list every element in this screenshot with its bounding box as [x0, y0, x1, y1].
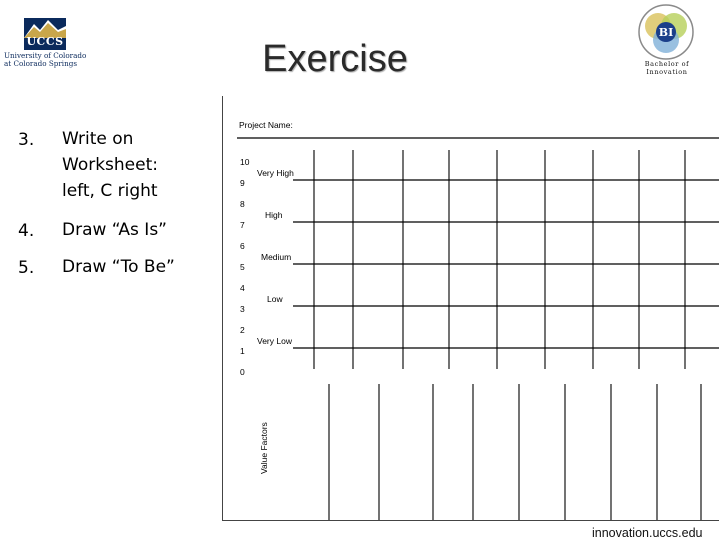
uccs-name-line1: University of Colorado: [4, 51, 87, 60]
scale-number: 9: [240, 178, 245, 188]
bullet-line: left, C right: [62, 181, 158, 201]
scale-number: 7: [240, 220, 245, 230]
worksheet: [222, 96, 719, 521]
bullet-text-4: [62, 217, 167, 243]
slide-title: Exercise: [262, 38, 408, 80]
bullet-number-3: 3.: [18, 130, 35, 150]
uccs-logo-badge: [24, 18, 66, 50]
scale-number: 2: [240, 325, 245, 335]
scale-number: 4: [240, 283, 245, 293]
scale-number: 6: [240, 241, 245, 251]
bi-caption: [622, 60, 712, 76]
scale-number: 3: [240, 304, 245, 314]
worksheet-grid: [223, 96, 719, 520]
uccs-name: [4, 52, 108, 68]
scale-word: Very High: [257, 168, 294, 178]
scale-number: 1: [240, 346, 245, 356]
value-factors-label: Value Factors: [259, 422, 269, 474]
bullet-line: Write on: [62, 129, 134, 149]
bullet-number-5: 5.: [18, 258, 35, 278]
uccs-badge-text: UCCS: [26, 35, 64, 48]
scale-word: High: [265, 210, 283, 220]
bullet-text-3: [62, 126, 158, 204]
bullet-line: Worksheet:: [62, 155, 158, 175]
bi-caption-line2: Innovation: [646, 68, 688, 76]
bi-caption-line1: Bachelor of: [644, 60, 690, 68]
bi-badge-text: BI: [658, 26, 674, 39]
bi-logo: [634, 4, 698, 62]
project-name-label: Project Name:: [239, 120, 293, 130]
scale-number: 8: [240, 199, 245, 209]
bullet-line: Draw “To Be”: [62, 257, 175, 277]
scale-number: 5: [240, 262, 245, 272]
scale-number: 0: [240, 367, 245, 377]
footer-url: innovation.uccs.edu: [592, 526, 703, 540]
scale-word: Medium: [261, 252, 292, 262]
bullet-line: Draw “As Is”: [62, 220, 167, 240]
scale-word: Very Low: [257, 336, 292, 346]
scale-word: Low: [267, 294, 283, 304]
uccs-name-line2: at Colorado Springs: [4, 59, 78, 68]
scale-number: 10: [240, 157, 250, 167]
bullet-number-4: 4.: [18, 221, 35, 241]
bullet-text-5: [62, 254, 175, 280]
